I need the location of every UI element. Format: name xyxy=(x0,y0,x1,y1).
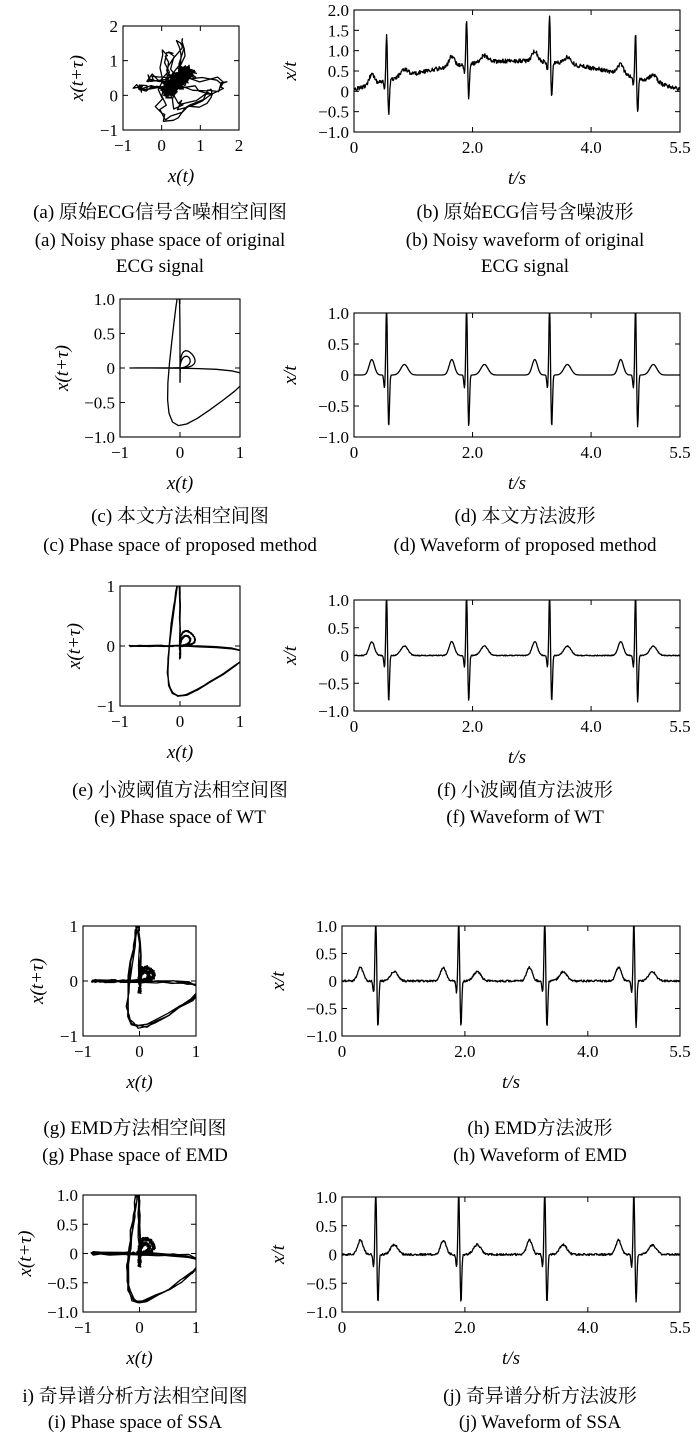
x-tick-label: −1 xyxy=(110,712,130,731)
y-tick-label: 1.0 xyxy=(327,591,349,610)
x-tick-label: 1 xyxy=(191,1318,201,1337)
x-tick-label: 5.5 xyxy=(669,443,691,462)
panel-caption: (g) EMD方法相空间图 xyxy=(43,1118,227,1139)
x-tick-label: 5.5 xyxy=(669,717,691,736)
panel-caption: (j) Waveform of SSA xyxy=(458,1412,622,1433)
x-tick-label: 2.0 xyxy=(454,1042,476,1061)
x-axis-label: x(t) xyxy=(166,473,194,494)
panel-caption: (b) Noisy waveform of original xyxy=(405,230,645,251)
y-tick-label: 1 xyxy=(106,577,115,596)
x-tick-label: 0 xyxy=(337,1318,347,1337)
panel-g xyxy=(27,917,228,1166)
x-tick-label: 2 xyxy=(234,136,244,155)
y-tick-label: −1 xyxy=(96,697,115,716)
y-tick-label: −0.5 xyxy=(306,999,337,1019)
panel-caption: (d) 本文方法波形 xyxy=(454,506,596,527)
y-tick-label: 0 xyxy=(106,637,115,656)
y-axis-label: x/t xyxy=(280,365,301,385)
x-axis-label: x(t) xyxy=(126,1072,153,1093)
panel-caption: (f) 小波阈值方法波形 xyxy=(437,780,613,801)
y-tick-label: 0.5 xyxy=(327,335,349,354)
panel-caption: (a) 原始ECG信号含噪相空间图 xyxy=(33,202,287,223)
y-axis-label: x/t xyxy=(280,646,301,665)
panel-caption: i) 奇异谱分析方法相空间图 xyxy=(22,1386,248,1407)
y-axis-label: x(t+τ) xyxy=(27,958,48,1004)
x-tick-label: 1 xyxy=(196,136,205,155)
panel-caption: (h) EMD方法波形 xyxy=(467,1118,613,1139)
y-axis-label: x(t+τ) xyxy=(67,55,88,101)
y-tick-label: −1.0 xyxy=(318,702,349,721)
panel-caption: (a) Noisy phase space of original xyxy=(34,230,286,251)
x-tick-label: 1 xyxy=(235,712,245,731)
y-tick-label: −1.0 xyxy=(47,1303,78,1322)
y-tick-label: −1.0 xyxy=(318,123,349,142)
x-tick-label: 0 xyxy=(349,443,359,462)
x-tick-label: −1 xyxy=(73,1318,93,1337)
y-axis-label: x(t+τ) xyxy=(64,623,85,669)
panel-caption: (c) Phase space of proposed method xyxy=(43,535,317,556)
y-tick-label: 2 xyxy=(109,17,118,36)
x-axis-label: t/s xyxy=(502,1072,520,1093)
panel-e xyxy=(64,577,288,828)
y-tick-label: −0.5 xyxy=(84,393,115,413)
y-tick-label: 0 xyxy=(340,366,349,385)
y-tick-label: −1.0 xyxy=(84,428,115,447)
panel-caption: (d) Waveform of proposed method xyxy=(393,535,657,556)
x-tick-label: 0 xyxy=(157,136,166,155)
x-axis-label: x(t) xyxy=(167,166,195,187)
panel-caption: (h) Waveform of EMD xyxy=(453,1145,627,1166)
y-tick-label: 0.5 xyxy=(56,1215,78,1235)
x-axis-label: t/s xyxy=(508,747,526,768)
waveform-line xyxy=(354,595,680,702)
x-tick-label: 5.5 xyxy=(669,138,691,157)
x-tick-label: 4.0 xyxy=(577,1318,599,1337)
x-axis-label: t/s xyxy=(508,168,526,189)
x-tick-label: 2.0 xyxy=(461,443,484,462)
y-tick-label: −0.5 xyxy=(306,1274,337,1294)
y-tick-label: 0 xyxy=(328,972,337,991)
panel-caption: (b) 原始ECG信号含噪波形 xyxy=(416,202,634,223)
y-tick-label: 0.5 xyxy=(327,618,349,638)
y-tick-label: 1 xyxy=(69,917,78,936)
x-tick-label: 0 xyxy=(337,1042,347,1061)
panel-caption: ECG signal xyxy=(480,256,570,277)
x-tick-label: 4.0 xyxy=(580,717,602,736)
y-tick-label: 1.0 xyxy=(56,1186,78,1205)
panel-b xyxy=(280,1,691,277)
panel-j xyxy=(268,1188,691,1433)
panel-caption: (j) 奇异谱分析方法波形 xyxy=(443,1386,637,1407)
panel-caption: (g) Phase space of EMD xyxy=(42,1145,228,1166)
x-tick-label: 5.5 xyxy=(669,1042,691,1061)
y-axis-label: x/t xyxy=(280,61,301,81)
y-tick-label: 1 xyxy=(109,51,118,71)
x-tick-label: 4.0 xyxy=(577,1042,599,1061)
x-tick-label: 4.0 xyxy=(580,138,602,157)
x-tick-label: 0 xyxy=(349,138,359,157)
y-axis-label: x/t xyxy=(268,971,289,991)
y-tick-label: −1 xyxy=(99,121,118,140)
y-axis-label: x/t xyxy=(268,1245,289,1264)
x-tick-label: −1 xyxy=(113,136,133,155)
y-tick-label: 1.5 xyxy=(327,21,349,41)
y-tick-label: 1.0 xyxy=(315,917,337,936)
x-axis-label: t/s xyxy=(502,1348,520,1369)
waveform-line xyxy=(354,307,680,427)
y-tick-label: 0.5 xyxy=(315,1216,337,1236)
y-tick-label: 1.0 xyxy=(327,41,349,61)
x-tick-label: 2.0 xyxy=(461,138,484,157)
y-tick-label: 2.0 xyxy=(327,1,349,20)
phase-trajectory xyxy=(92,919,202,1028)
x-axis-label: x(t) xyxy=(166,742,194,763)
x-tick-label: 0 xyxy=(349,717,359,736)
y-tick-label: 0 xyxy=(106,359,115,378)
x-tick-label: 1 xyxy=(191,1042,201,1061)
x-tick-label: 2.0 xyxy=(461,717,484,736)
panel-h xyxy=(268,917,691,1166)
y-tick-label: −0.5 xyxy=(47,1273,78,1293)
panel-caption: (e) 小波阈值方法相空间图 xyxy=(72,780,288,801)
panel-f xyxy=(280,591,691,828)
waveform-line xyxy=(354,16,680,114)
x-tick-label: 4.0 xyxy=(580,443,602,462)
panel-caption: ECG signal xyxy=(115,256,205,277)
x-tick-label: 0 xyxy=(175,443,185,462)
y-tick-label: 0 xyxy=(69,972,78,991)
y-tick-label: 1.0 xyxy=(327,304,349,323)
panel-d xyxy=(280,304,691,556)
panel-caption: (e) Phase space of WT xyxy=(94,807,266,828)
x-tick-label: 1 xyxy=(235,443,245,462)
x-tick-label: 0 xyxy=(175,712,185,731)
phase-trajectory xyxy=(129,580,246,697)
y-tick-label: 0 xyxy=(109,86,118,106)
y-axis-label: x(t+τ) xyxy=(15,1230,36,1277)
y-tick-label: −1.0 xyxy=(318,428,349,447)
panel-c xyxy=(43,290,317,556)
y-tick-label: −0.5 xyxy=(318,397,349,416)
y-tick-label: −0.5 xyxy=(318,674,349,694)
phase-trajectory xyxy=(130,293,246,426)
y-tick-label: 0 xyxy=(340,646,349,666)
y-tick-label: 0 xyxy=(328,1245,337,1265)
panel-caption: (i) Phase space of SSA xyxy=(47,1412,223,1433)
y-tick-label: −1.0 xyxy=(306,1303,337,1322)
y-tick-label: 0 xyxy=(69,1244,78,1264)
y-tick-label: −1.0 xyxy=(306,1027,337,1046)
x-tick-label: 0 xyxy=(135,1318,144,1337)
x-axis-label: t/s xyxy=(508,473,526,494)
panel-i xyxy=(15,1186,248,1433)
panel-caption: (c) 本文方法相空间图 xyxy=(91,506,269,527)
y-tick-label: 0.5 xyxy=(93,324,115,344)
axes-frame xyxy=(354,10,680,132)
y-tick-label: 0 xyxy=(340,82,349,102)
y-tick-label: 0.5 xyxy=(315,944,337,964)
x-tick-label: 0 xyxy=(135,1042,144,1061)
y-tick-label: 0.5 xyxy=(327,62,349,81)
phase-trajectory xyxy=(133,39,227,122)
x-tick-label: 5.5 xyxy=(669,1318,691,1337)
x-axis-label: x(t) xyxy=(126,1348,153,1369)
y-axis-label: x(t+τ) xyxy=(52,345,73,391)
y-tick-label: −1 xyxy=(59,1027,78,1046)
waveform-line xyxy=(342,920,680,1028)
y-tick-label: 1.0 xyxy=(315,1188,337,1207)
waveform-line xyxy=(342,1191,680,1302)
phase-trajectory xyxy=(91,1188,201,1303)
panel-a xyxy=(33,17,287,277)
x-tick-label: −1 xyxy=(110,443,130,462)
x-tick-label: 2.0 xyxy=(454,1318,476,1337)
x-tick-label: −1 xyxy=(73,1042,93,1061)
panel-caption: (f) Waveform of WT xyxy=(446,807,604,828)
y-tick-label: −0.5 xyxy=(318,102,349,122)
y-tick-label: 1.0 xyxy=(93,290,115,309)
